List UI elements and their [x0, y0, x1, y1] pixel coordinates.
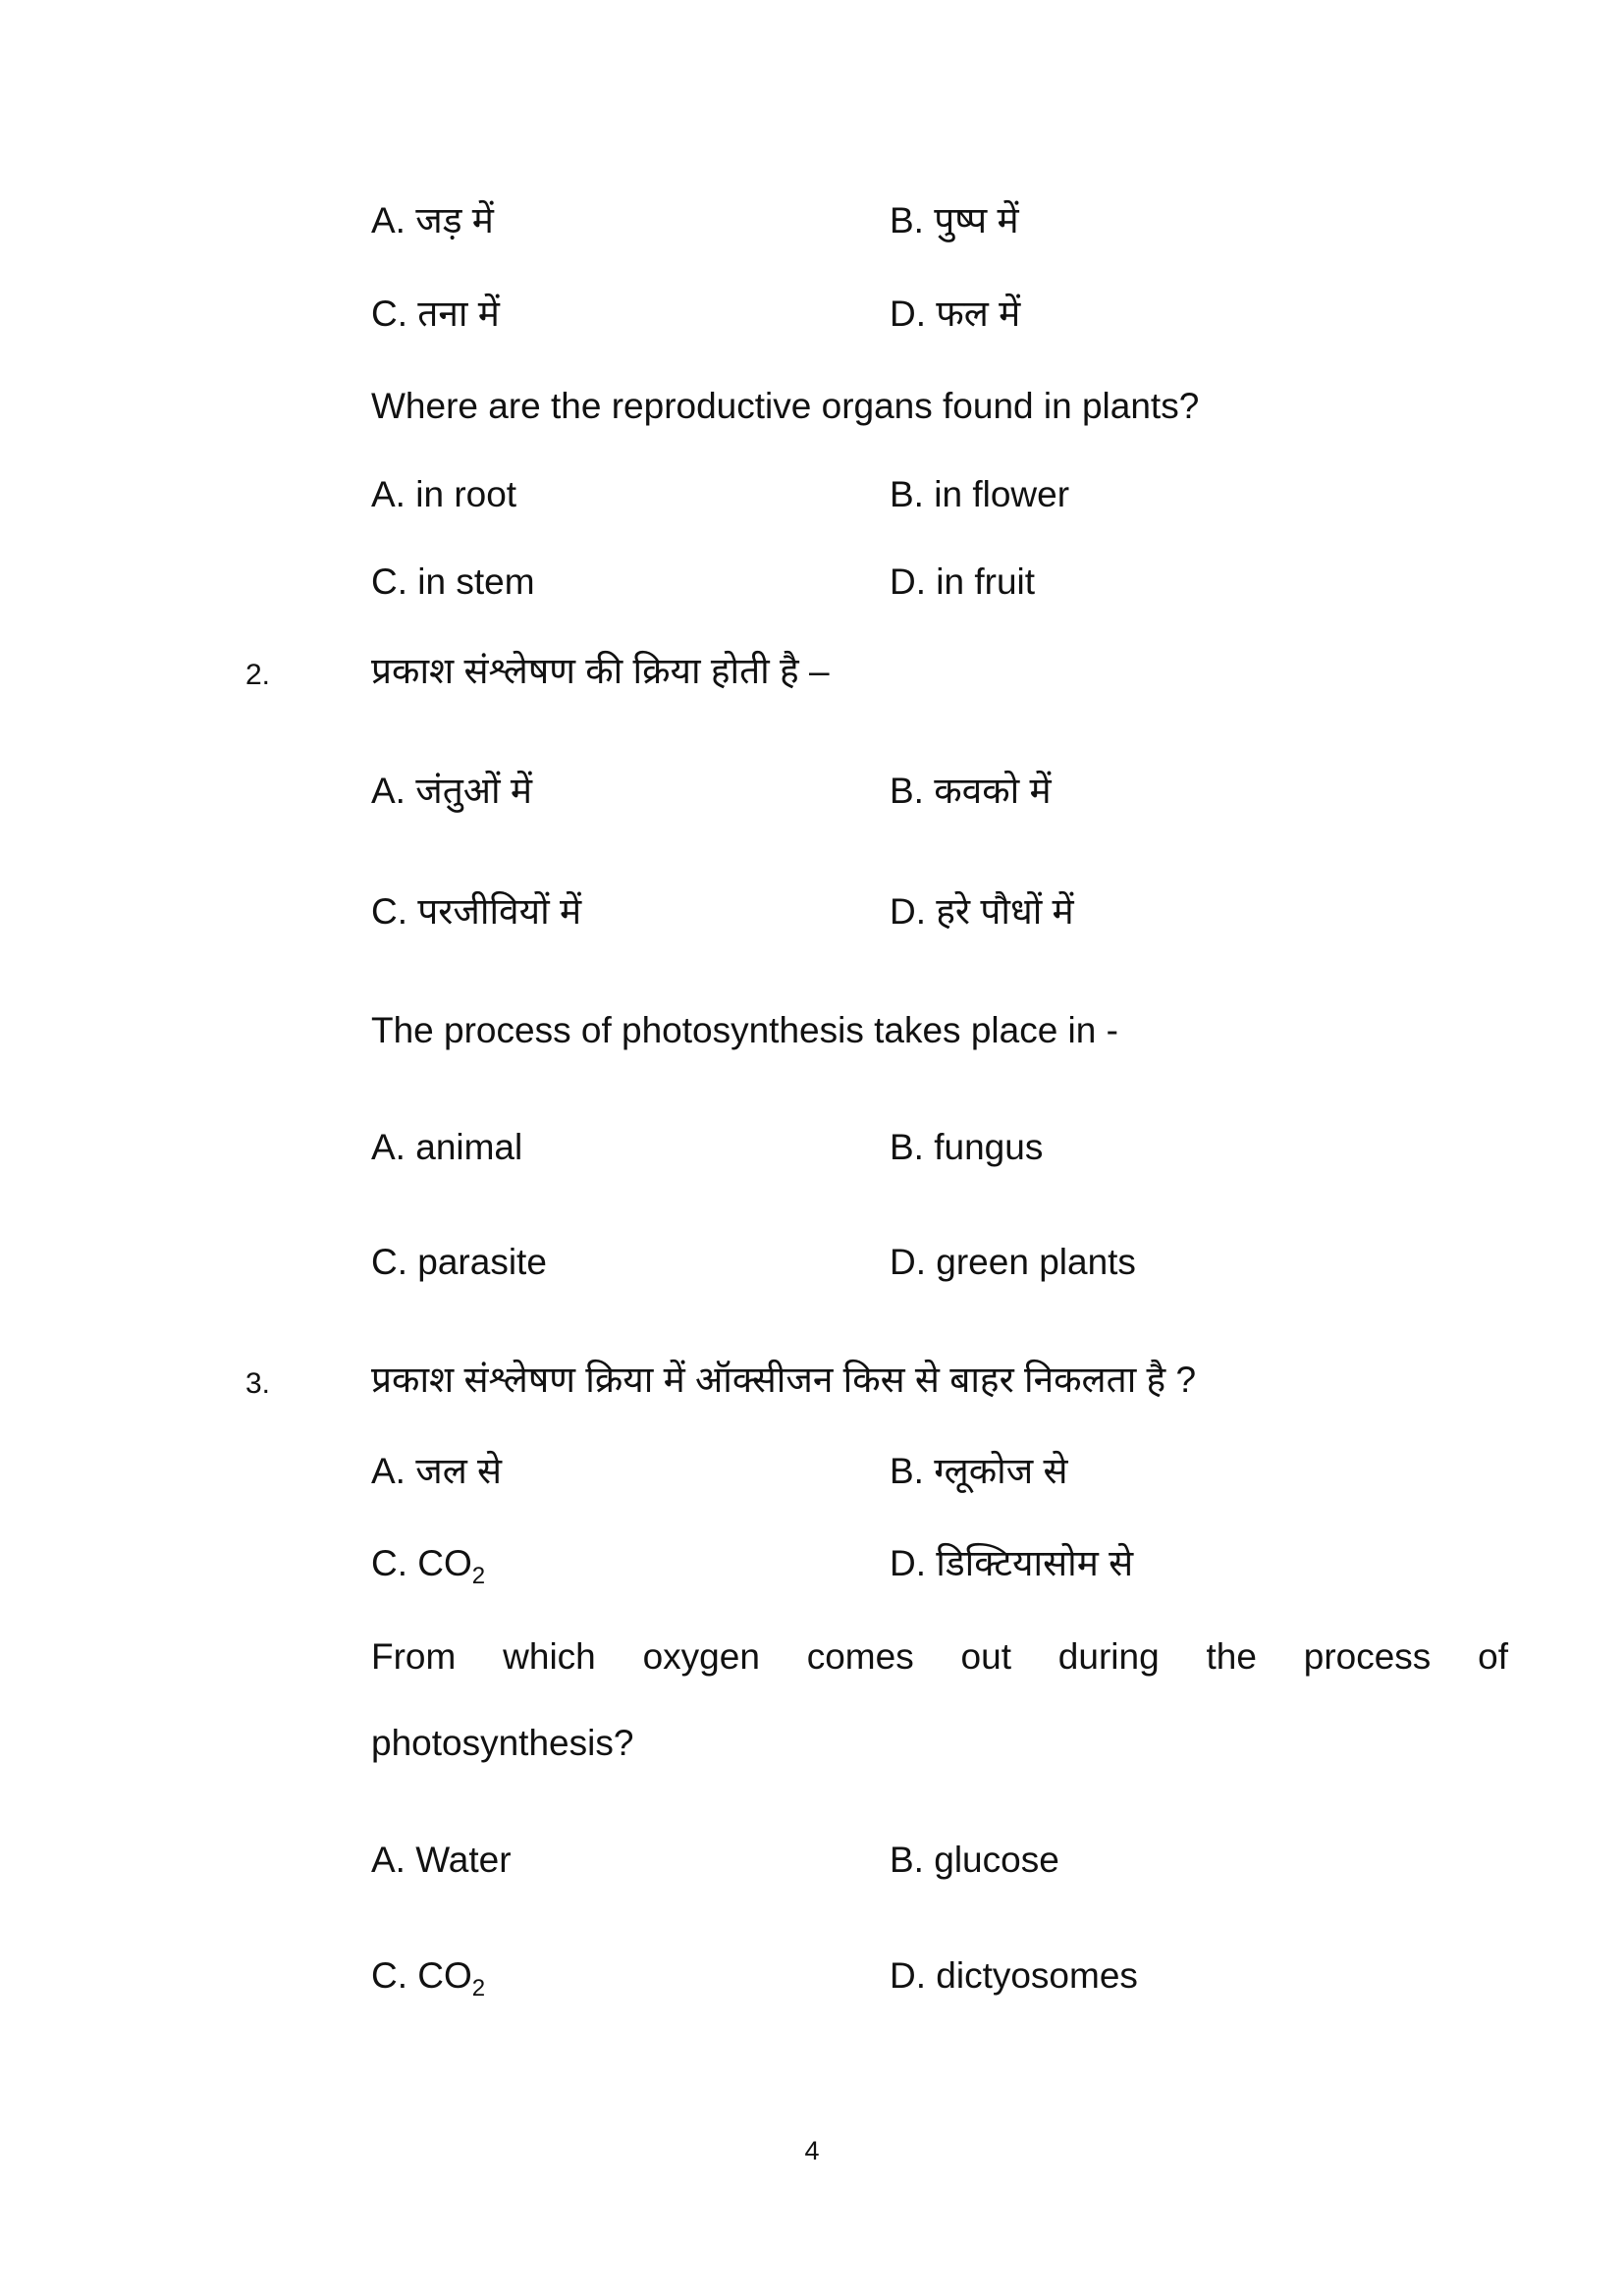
q1-option-d-english: D. in fruit	[890, 561, 1036, 602]
q1-option-a-english: A. in root	[371, 474, 517, 514]
q2-option-b-english: B. fungus	[890, 1127, 1044, 1167]
q3-question-english-line1: From which oxygen comes out during the process of	[371, 1636, 1508, 1677]
q3-option-d-english: D. dictyosomes	[890, 1955, 1138, 1996]
q2-option-b-hindi: B. कवको में	[890, 771, 1052, 811]
q2-option-c-english: C. parasite	[371, 1242, 547, 1282]
q1-option-c-hindi: C. तना में	[371, 294, 500, 334]
q2-option-a-english: A. animal	[371, 1127, 523, 1167]
q1-option-d-hindi: D. फल में	[890, 294, 1021, 334]
q3-option-a-hindi: A. जल से	[371, 1451, 503, 1491]
q2-option-d-english: D. green plants	[890, 1242, 1136, 1282]
q2-question-hindi: प्रकाश संश्लेषण की क्रिया होती है –	[371, 651, 830, 691]
q2-number: 2.	[245, 659, 271, 691]
q1-option-b-hindi: B. पुष्प में	[890, 200, 1019, 240]
q1-option-a-hindi: A. जड़ में	[371, 200, 494, 240]
q1-option-c-english: C. in stem	[371, 561, 535, 602]
q2-option-c-hindi: C. परजीवियों में	[371, 891, 582, 932]
page-number: 4	[804, 2136, 820, 2165]
q3-option-c-english	[371, 1954, 486, 2002]
q3-option-c-hindi-subscript: 2	[471, 1563, 486, 1589]
q1-question-english: Where are the reproductive organs found in plants?	[371, 386, 1200, 426]
q2-option-d-hindi: D. हरे पौधों में	[890, 891, 1074, 932]
q3-question-hindi: प्रकाश संश्लेषण क्रिया में ऑक्सीजन किस से बाहर निकलता है ?	[371, 1360, 1197, 1400]
q3-number: 3.	[245, 1367, 271, 1400]
q3-option-d-hindi: D. डिक्टियासोम से	[890, 1543, 1134, 1583]
q3-option-b-english: B. glucose	[890, 1840, 1059, 1880]
q3-option-b-hindi: B. ग्लूकोज से	[890, 1451, 1068, 1491]
q2-option-a-hindi: A. जंतुओं में	[371, 771, 533, 811]
q2-question-english: The process of photosynthesis takes place in -	[371, 1010, 1118, 1050]
q3-question-english-line2: photosynthesis?	[371, 1723, 634, 1763]
q3-option-a-english: A. Water	[371, 1840, 512, 1880]
q3-option-c-hindi	[371, 1542, 486, 1589]
q3-option-c-english-text: C. CO	[371, 1955, 472, 1996]
q3-option-c-english-subscript: 2	[471, 1975, 486, 2002]
q3-option-c-hindi-text: C. CO	[371, 1543, 472, 1583]
q1-option-b-english: B. in flower	[890, 474, 1070, 514]
